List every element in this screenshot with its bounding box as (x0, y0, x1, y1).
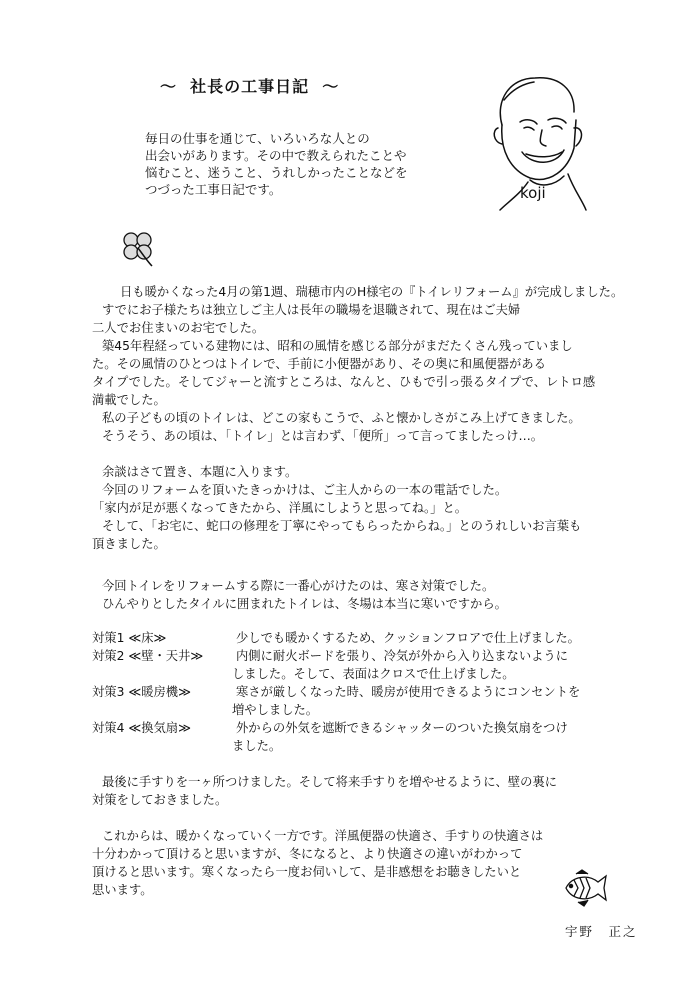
body-line: そうそう、あの頃は、「トイレ」とは言わず、「便所」って言ってましたっけ…。 (102, 429, 544, 443)
measure-label: 対策3 ≪暖房機≫ (92, 685, 191, 699)
body-line: 満載でした。 (92, 393, 166, 407)
author-signature: 宇野 正之 (565, 924, 638, 939)
body-line: 日も暖かくなった4月の第1週、瑞穂市内のH様宅の『トイレリフォーム』が完成しました。 (120, 285, 624, 299)
body-line: 今回のリフォームを頂いたきっかけは、ご主人からの一本の電話でした。 (102, 483, 508, 497)
body-line: 十分わかって頂けると思いますが、冬になると、より快適さの違いがわかって (92, 847, 523, 861)
body-line: 築45年程経っている建物には、昭和の風情を感じる部分がまだたくさん残っていまし (102, 339, 573, 353)
body-line: 「家内が足が悪くなってきたから、洋風にしようと思ってね。」と。 (92, 501, 468, 515)
page-title: ～ 社長の工事日記 ～ (160, 77, 340, 96)
body-line: 今回トイレをリフォームする際に一番心がけたのは、寒さ対策でした。 (102, 579, 495, 593)
measure-text: 少しでも暖かくするため、クッションフロアで仕上げました。 (236, 631, 580, 645)
body-line: 頂きました。 (92, 537, 166, 551)
body-line: 頂けると思います。寒くなったら一度お伺いして、是非感想をお聴きしたいと (92, 865, 522, 879)
portrait-illustration (490, 70, 590, 220)
clover-icon (118, 228, 158, 268)
intro-line: 出会いがあります。その中で教えられたことや (145, 148, 407, 163)
body-line: 私の子どもの頃のトイレは、どこの家もこうで、ふと懐かしさがこみ上げてきました。 (102, 411, 581, 425)
body-line: 二人でお住まいのお宅でした。 (92, 321, 265, 335)
measure-label: 対策2 ≪壁・天井≫ (92, 649, 204, 663)
measure-label: 対策1 ≪床≫ (92, 631, 167, 645)
measure-text: 外からの外気を遮断できるシャッターのついた換気扇をつけ (236, 721, 568, 735)
body-line: 余談はさて置き、本題に入ります。 (102, 465, 298, 479)
measure-label: 対策4 ≪換気扇≫ (92, 721, 191, 735)
body-line: すでにお子様たちは独立しご主人は長年の職場を退職されて、現在はご夫婦 (102, 303, 521, 317)
measure-text: 増やしました。 (232, 703, 319, 717)
intro-line: 毎日の仕事を通じて、いろいろな人との (145, 131, 370, 146)
body-line: そして、「お宅に、蛇口の修理を丁寧にやってもらったからね。」とのうれしいお言葉も (102, 519, 582, 533)
body-line: ひんやりとしたタイルに囲まれたトイレは、冬場は本当に寒いですから。 (102, 597, 507, 611)
body-line: 思います。 (92, 883, 153, 897)
body-line: 対策をしておきました。 (92, 793, 228, 807)
portrait-caption: koji (520, 184, 546, 202)
body-line: タイプでした。そしてジャーと流すところは、なんと、ひもで引っ張るタイプで、レトロ感 (92, 375, 596, 389)
measure-text: しました。そして、表面はクロスで仕上げました。 (232, 667, 515, 681)
intro-line: 悩むこと、迷うこと、うれしかったことなどを (145, 165, 408, 180)
measure-text: 内側に耐火ボードを張り、冷気が外から入り込まないように (236, 649, 569, 663)
measure-text: ました。 (232, 739, 282, 753)
body-line: た。その風情のひとつはトイレで、手前に小便器があり、その奥に和風便器がある (92, 357, 546, 371)
measure-text: 寒さが厳しくなった時、暖房が使用できるようにコンセントを (236, 685, 581, 699)
body-line: これからは、暖かくなっていく一方です。洋風便器の快適さ、手すりの快適さは (102, 829, 544, 843)
body-line: 最後に手すりを一ヶ所つけました。そして将来手すりを増やせるように、壁の裏に (102, 775, 557, 789)
fish-icon (562, 868, 608, 908)
intro-line: つづった工事日記です。 (145, 182, 282, 197)
